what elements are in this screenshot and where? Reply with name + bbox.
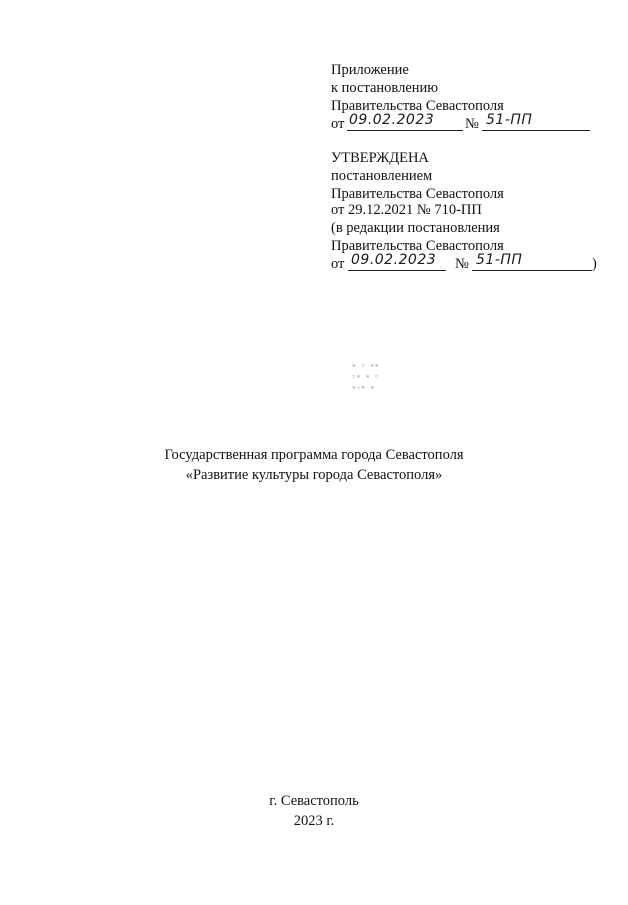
approved-line-6: Правительства Севастополя bbox=[331, 238, 504, 254]
footer-year: 2023 г. bbox=[293, 813, 335, 829]
approved-closing-paren: ) bbox=[592, 256, 597, 272]
approved-line-2: постановлением bbox=[331, 168, 433, 184]
appendix-number-handwritten: 51-ПП bbox=[486, 112, 533, 128]
approved-number-handwritten: 51-ПП bbox=[476, 252, 523, 268]
appendix-line-2: к постановлению bbox=[331, 80, 439, 96]
approved-date-handwritten: 09.02.2023 bbox=[351, 252, 437, 268]
approved-line-4: от 29.12.2021 № 710-ПП bbox=[331, 202, 482, 218]
appendix-number-prefix: № bbox=[465, 116, 479, 132]
approved-line-1: УТВЕРЖДЕНА bbox=[331, 150, 429, 166]
appendix-date-handwritten: 09.02.2023 bbox=[349, 112, 435, 128]
approved-number-prefix: № bbox=[455, 256, 469, 272]
approved-number-underline bbox=[472, 270, 592, 271]
approved-date-underline bbox=[348, 270, 446, 271]
program-title-line-1: Государственная программа города Севастополя bbox=[164, 447, 464, 463]
scan-artifact: ▪ ▫ ▪▪ ▫▪ ▪ ▫ ▪▫▪ ▪ bbox=[352, 362, 380, 391]
appendix-date-underline bbox=[347, 130, 463, 131]
program-title-line-2: «Развитие культуры города Севастополя» bbox=[185, 467, 443, 483]
appendix-number-underline bbox=[482, 130, 590, 131]
appendix-date-prefix: от bbox=[331, 116, 345, 132]
appendix-line-3: Правительства Севастополя bbox=[331, 98, 504, 114]
appendix-line-1: Приложение bbox=[331, 62, 409, 78]
approved-line-3: Правительства Севастополя bbox=[331, 186, 504, 202]
footer-city: г. Севастополь bbox=[269, 793, 359, 809]
approved-date-prefix: от bbox=[331, 256, 345, 272]
approved-line-5: (в редакции постановления bbox=[331, 220, 500, 236]
